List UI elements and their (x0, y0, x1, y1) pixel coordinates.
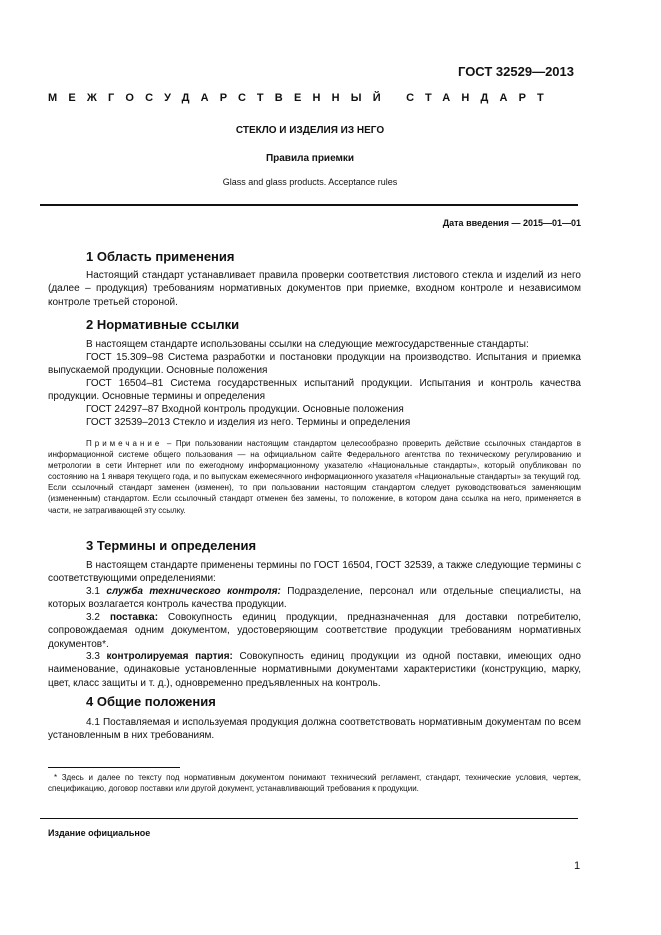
reference-item: ГОСТ 32539–2013 Стекло и изделия из него. Термины и определения (86, 417, 411, 428)
section-2-heading: 2 Нормативные ссылки (86, 317, 240, 332)
section-4-heading: 4 Общие положения (86, 694, 216, 709)
term-name: поставка: (109, 612, 159, 623)
term-name: служба технического контроля: (106, 586, 281, 597)
section-1-heading: 1 Область применения (86, 249, 235, 264)
term-name: контролируемая партия: (106, 651, 233, 662)
reference-item: ГОСТ 16504–81 Система государственных испытаний продукции. Испытания и контроль качества продукции. Основные термины и определения (48, 378, 581, 403)
document-title: СТЕКЛО И ИЗДЕЛИЯ ИЗ НЕГО (235, 125, 385, 136)
section-2-intro: В настоящем стандарте использованы ссылки на следующие межгосударственные стандарты: (86, 339, 529, 350)
section-3-heading: 3 Термины и определения (86, 538, 257, 553)
document-subtitle: Правила приемки (265, 153, 355, 164)
standard-banner: МЕЖГОСУДАРСТВЕННЫЙ СТАНДАРТ (48, 92, 555, 104)
introduction-date: Дата введения — 2015—01—01 (442, 218, 581, 228)
gost-number: ГОСТ 32529—2013 (458, 64, 574, 79)
footnote-divider (48, 767, 180, 768)
english-title: Glass and glass products. Acceptance rules (222, 177, 398, 187)
section-3-intro: В настоящем стандарте применены термины по ГОСТ 16504, ГОСТ 32539, а также следующие термины с соответствующими определениями: (48, 560, 581, 585)
header-divider (40, 204, 578, 206)
edition-label: Издание официальное (48, 828, 151, 838)
section-4-paragraph: 4.1 Поставляемая и используемая продукция должна соответствовать нормативным документам по всем установленным в них требованиям. (48, 717, 581, 742)
section-1-paragraph: Настоящий стандарт устанавливает правила проверки соответствия листового стекла и изделий из него (далее – продукция) требованиям нормативных документов при приемке, входном контроле и независимом контроле третьей стороной. (48, 270, 581, 308)
term-definition: 3.3 контролируемая партия: Совокупность единиц продукции из одной поставки, имеющих одно наименование, одинаковые установленные нормативными документами характеристики (конструкцию, марку, цвет, класс защиты и т. д.), одновременно предъявленных на контроль. (48, 651, 581, 689)
term-definition: 3.1 служба технического контроля: Подразделение, персонал или отдельные специалисты, на которых возлагается контроль качества продукции. (48, 586, 581, 611)
reference-item: ГОСТ 24297–87 Входной контроль продукции. Основные положения (86, 404, 404, 415)
page-number: 1 (574, 860, 581, 872)
references-note: Примечание – При пользовании настоящим стандартом целесообразно проверить действие ссылочных стандартов в информационной системе общего пользования — на официальном сайте Федерального агентства по техническому регулированию и метрологии в сети Интернет или по ежегодному информационному указателю «Национальные стандарты», который опубликован по состоянию на 1 января текущего года, и по выпускам ежемесячного информационного указателя «Национальные стандарты» за текущий год. Если ссылочный стандарт заменен (изменен), то при пользовании настоящим стандартом следует руководствоваться заменяющим (измененным) стандартом. Если ссылочный стандарт отменен без замены, то положение, в котором дана ссылка на него, применяется в части, не затрагивающей эту ссылку. (48, 439, 581, 515)
footer-divider (40, 818, 578, 819)
reference-item: ГОСТ 15.309–98 Система разработки и постановки продукции на производство. Испытания и приемка выпускаемой продукции. Основные положения (48, 352, 581, 377)
term-definition: 3.2 поставка: Совокупность единиц продукции, предназначенная для доставки потребителю, сопровождаемая одним документом, удостоверяющим соответствие продукции требованиям нормативных документов*. (48, 612, 581, 650)
footnote: * Здесь и далее по тексту под нормативным документом понимают технический регламент, стандарт, технические условия, чертеж, спецификацию, договор поставки или другой документ, устанавливающий требования к продукции. (48, 773, 581, 794)
